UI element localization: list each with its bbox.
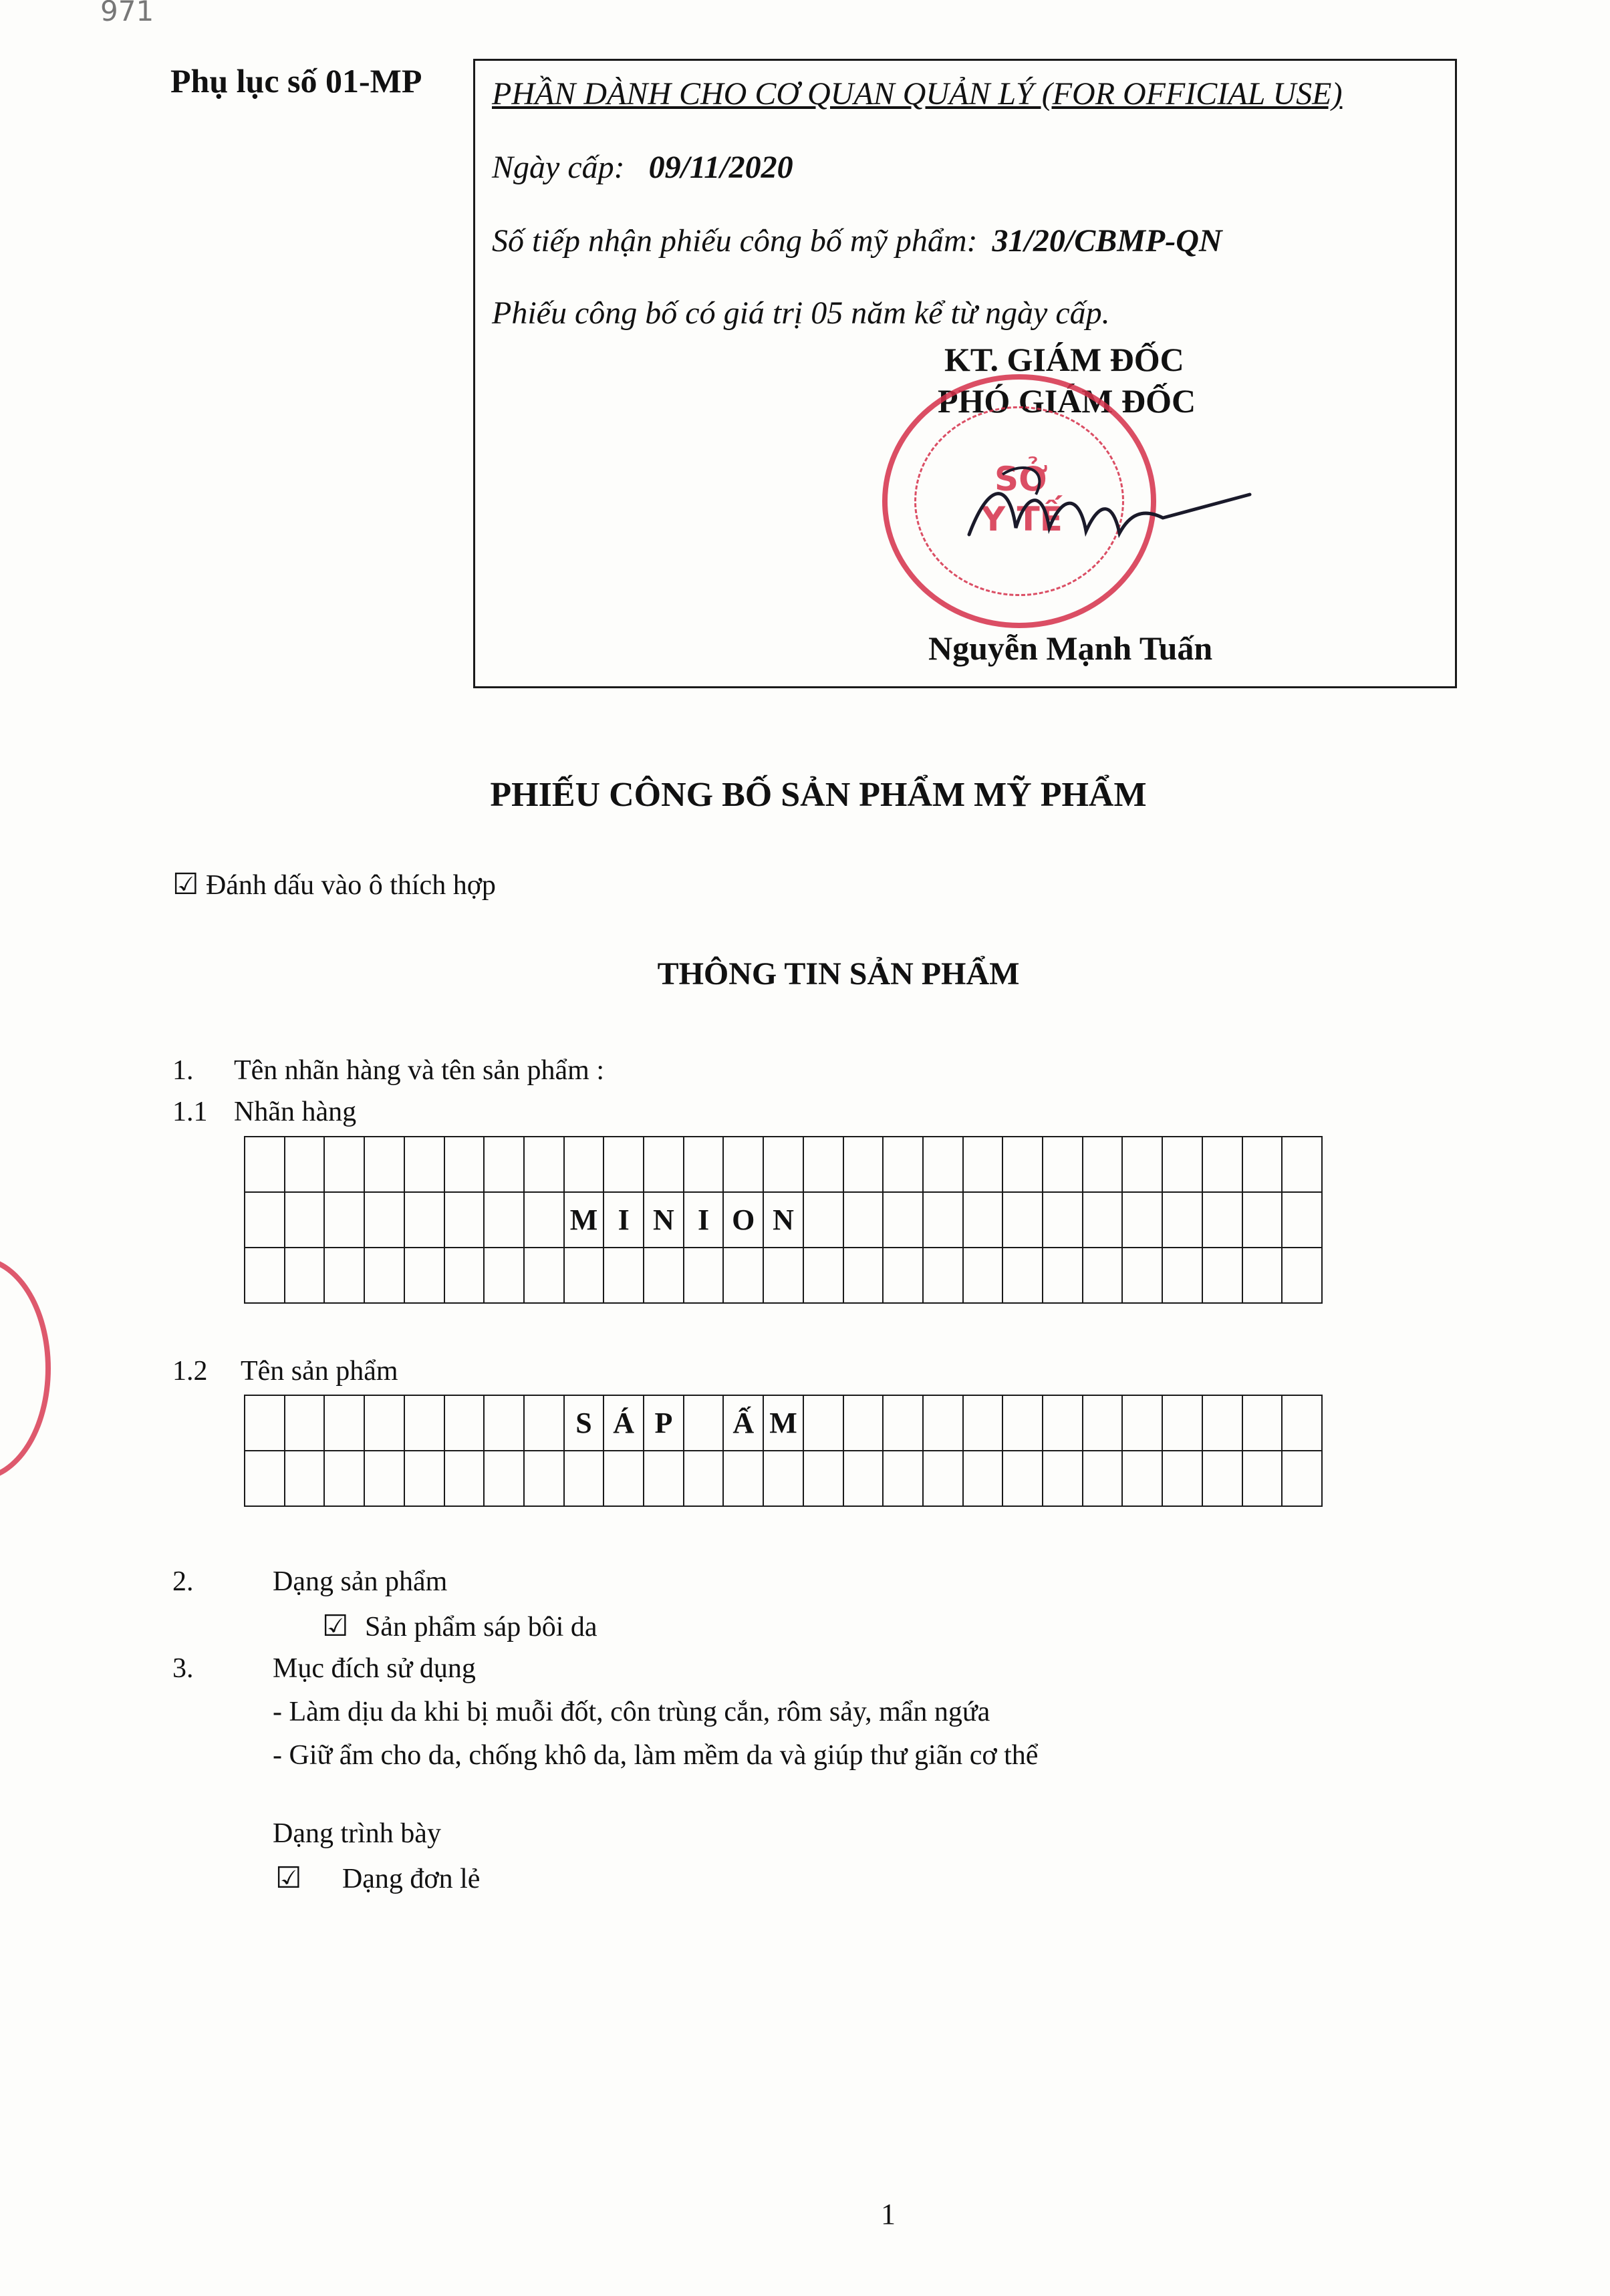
grid-cell: [1242, 1192, 1283, 1248]
grid-cell: [803, 1137, 843, 1192]
item-1-1-label: Nhãn hàng: [234, 1097, 357, 1127]
grid-cell: [763, 1137, 803, 1192]
grid-cell: M: [564, 1192, 604, 1248]
grid-cell: [524, 1395, 564, 1451]
grid-cell: [524, 1137, 564, 1192]
grid-cell: [1282, 1248, 1322, 1303]
grid-cell: [1282, 1395, 1322, 1451]
official-use-header: PHẦN DÀNH CHO CƠ QUAN QUẢN LÝ (FOR OFFICIAL USE): [492, 76, 1343, 112]
seal-text-yte: Y TẾ: [981, 500, 1063, 539]
grid-cell: [883, 1395, 923, 1451]
grid-cell: [1083, 1451, 1123, 1506]
grid-cell: [1162, 1395, 1202, 1451]
grid-cell: [1083, 1192, 1123, 1248]
section-title: THÔNG TIN SẢN PHẨM: [657, 956, 1020, 992]
grid-cell: [404, 1395, 444, 1451]
grid-cell: [923, 1192, 963, 1248]
grid-cell: M: [763, 1395, 803, 1451]
grid-cell: [723, 1248, 763, 1303]
grid-cell: [1122, 1192, 1162, 1248]
seal-text-so: SỞ: [994, 460, 1048, 498]
grid-cell: [843, 1248, 884, 1303]
presentation-label: Dạng trình bày: [273, 1818, 441, 1849]
grid-cell: [1242, 1248, 1283, 1303]
grid-cell: [1162, 1137, 1202, 1192]
grid-cell: [285, 1395, 325, 1451]
grid-cell: [1002, 1192, 1043, 1248]
grid-cell: [763, 1451, 803, 1506]
grid-cell: [963, 1192, 1003, 1248]
grid-cell: [1162, 1248, 1202, 1303]
grid-cell: [1162, 1451, 1202, 1506]
grid-cell: [1122, 1248, 1162, 1303]
item-3-label: Mục đích sử dụng: [273, 1653, 476, 1684]
grid-cell: Á: [603, 1395, 644, 1451]
grid-cell: [245, 1137, 285, 1192]
issue-date-value: 09/11/2020: [648, 150, 793, 185]
grid-row: [245, 1192, 1322, 1248]
grid-cell: [484, 1192, 524, 1248]
grid-cell: [803, 1395, 843, 1451]
grid-cell: [1202, 1451, 1242, 1506]
grid-cell: [1043, 1451, 1083, 1506]
grid-cell: [1122, 1395, 1162, 1451]
grid-cell: N: [644, 1192, 684, 1248]
grid-row: [245, 1248, 1322, 1303]
check-instruction: [172, 867, 496, 901]
item-2-option-text: Sản phẩm sáp bôi da: [364, 1612, 597, 1642]
item-2-label: Dạng sản phẩm: [273, 1566, 448, 1597]
grid-cell: [285, 1192, 325, 1248]
handwritten-signature: [962, 454, 1256, 561]
grid-row: [245, 1395, 1322, 1451]
grid-cell: [245, 1248, 285, 1303]
grid-cell: [1242, 1137, 1283, 1192]
grid-cell: [923, 1451, 963, 1506]
checkbox-checked-icon: ☑: [172, 867, 199, 901]
brand-name-grid: [244, 1136, 1323, 1304]
product-name-grid: [244, 1395, 1323, 1507]
receipt-number-line: [492, 223, 1222, 259]
grid-cell: [1043, 1395, 1083, 1451]
validity-note: Phiếu công bố có giá trị 05 năm kể từ ngày cấp.: [492, 295, 1110, 331]
grid-cell: [843, 1192, 884, 1248]
signer-title-director: KT. GIÁM ĐỐC: [944, 341, 1184, 378]
grid-cell: [1202, 1395, 1242, 1451]
grid-row: [245, 1451, 1322, 1506]
grid-cell: [843, 1395, 884, 1451]
grid-cell: [364, 1248, 404, 1303]
grid-cell: [1202, 1248, 1242, 1303]
grid-cell: [285, 1248, 325, 1303]
grid-cell: I: [684, 1192, 724, 1248]
grid-cell: [1282, 1137, 1322, 1192]
item-3-number: 3.: [172, 1653, 194, 1684]
grid-cell: [364, 1395, 404, 1451]
grid-cell: [564, 1137, 604, 1192]
grid-cell: [1043, 1137, 1083, 1192]
grid-cell: [1083, 1248, 1123, 1303]
grid-cell: [524, 1248, 564, 1303]
grid-cell: [603, 1248, 644, 1303]
grid-cell: [1242, 1451, 1283, 1506]
grid-cell: [963, 1395, 1003, 1451]
receipt-number-label: Số tiếp nhận phiếu công bố mỹ phẩm:: [492, 223, 978, 259]
grid-cell: [644, 1137, 684, 1192]
item-2-option: [322, 1609, 597, 1643]
signer-name: Nguyễn Mạnh Tuấn: [928, 629, 1213, 667]
grid-cell: [883, 1137, 923, 1192]
grid-cell: [1122, 1137, 1162, 1192]
grid-cell: [723, 1137, 763, 1192]
grid-cell: [1242, 1395, 1283, 1451]
grid-cell: [603, 1137, 644, 1192]
item-2-number: 2.: [172, 1566, 194, 1597]
grid-cell: [843, 1451, 884, 1506]
grid-cell: [963, 1248, 1003, 1303]
grid-cell: Ấ: [723, 1395, 763, 1451]
grid-cell: [684, 1137, 724, 1192]
grid-cell: [444, 1451, 485, 1506]
grid-cell: [1122, 1451, 1162, 1506]
grid-cell: [404, 1137, 444, 1192]
issue-date-label: Ngày cấp:: [492, 150, 625, 185]
grid-cell: [1162, 1192, 1202, 1248]
grid-cell: [444, 1395, 485, 1451]
check-instruction-text: Đánh dấu vào ô thích hợp: [205, 870, 496, 901]
grid-cell: [803, 1248, 843, 1303]
grid-cell: [404, 1192, 444, 1248]
grid-cell: [1083, 1137, 1123, 1192]
grid-cell: [843, 1137, 884, 1192]
grid-cell: [444, 1248, 485, 1303]
item-1-number: 1.: [172, 1055, 194, 1086]
grid-cell: [963, 1451, 1003, 1506]
presentation-option-text: Dạng đơn lẻ: [342, 1864, 481, 1894]
grid-cell: [644, 1451, 684, 1506]
grid-cell: [1282, 1192, 1322, 1248]
grid-cell: [324, 1248, 364, 1303]
grid-cell: [1043, 1248, 1083, 1303]
grid-cell: [245, 1395, 285, 1451]
page-number: 1: [881, 2198, 896, 2231]
grid-cell: [524, 1192, 564, 1248]
grid-cell: [444, 1192, 485, 1248]
grid-cell: [923, 1395, 963, 1451]
grid-cell: [803, 1192, 843, 1248]
grid-cell: N: [763, 1192, 803, 1248]
grid-cell: [1002, 1137, 1043, 1192]
grid-cell: [324, 1192, 364, 1248]
grid-cell: [324, 1451, 364, 1506]
grid-cell: [923, 1248, 963, 1303]
grid-cell: [684, 1395, 724, 1451]
grid-cell: P: [644, 1395, 684, 1451]
issue-date-line: [492, 149, 793, 186]
grid-cell: [1002, 1451, 1043, 1506]
grid-cell: [723, 1451, 763, 1506]
grid-cell: [1002, 1395, 1043, 1451]
grid-cell: [564, 1248, 604, 1303]
purpose-line: - Làm dịu da khi bị muỗi đốt, côn trùng cắn, rôm sảy, mẩn ngứa: [273, 1697, 990, 1727]
grid-cell: [603, 1451, 644, 1506]
grid-cell: [763, 1248, 803, 1303]
grid-cell: [364, 1451, 404, 1506]
grid-cell: [684, 1248, 724, 1303]
grid-cell: [484, 1248, 524, 1303]
grid-cell: [883, 1451, 923, 1506]
grid-cell: S: [564, 1395, 604, 1451]
item-1-2-label: Tên sản phẩm: [241, 1356, 398, 1387]
annex-label: Phụ lục số 01-MP: [170, 62, 422, 100]
grid-cell: [1202, 1192, 1242, 1248]
grid-cell: [245, 1192, 285, 1248]
grid-cell: [963, 1137, 1003, 1192]
grid-cell: [883, 1192, 923, 1248]
grid-cell: [1282, 1451, 1322, 1506]
grid-cell: [803, 1451, 843, 1506]
grid-cell: [324, 1137, 364, 1192]
grid-cell: [1043, 1192, 1083, 1248]
grid-cell: [564, 1451, 604, 1506]
edge-red-seal-fragment: [0, 1256, 51, 1481]
grid-cell: [404, 1451, 444, 1506]
grid-cell: [484, 1451, 524, 1506]
receipt-number-value: 31/20/CBMP-QN: [992, 223, 1222, 259]
document-title: PHIẾU CÔNG BỐ SẢN PHẨM MỸ PHẨM: [490, 776, 1147, 814]
grid-cell: [484, 1395, 524, 1451]
grid-cell: [364, 1192, 404, 1248]
grid-cell: [684, 1451, 724, 1506]
grid-cell: [1202, 1137, 1242, 1192]
corner-handwritten-note: 971: [100, 0, 154, 27]
grid-cell: [324, 1395, 364, 1451]
grid-row: [245, 1137, 1322, 1192]
presentation-option: [275, 1861, 480, 1895]
grid-cell: [1083, 1395, 1123, 1451]
item-1-label: Tên nhãn hàng và tên sản phẩm :: [234, 1055, 604, 1086]
grid-cell: [404, 1248, 444, 1303]
grid-cell: [883, 1248, 923, 1303]
signer-title-deputy: PHÓ GIÁM ĐỐC: [938, 382, 1196, 420]
purpose-line: - Giữ ẩm cho da, chống khô da, làm mềm da và giúp thư giãn cơ thể: [273, 1740, 1039, 1771]
grid-cell: [364, 1137, 404, 1192]
grid-cell: [245, 1451, 285, 1506]
checkbox-checked-icon: ☑: [322, 1609, 349, 1643]
grid-cell: [524, 1451, 564, 1506]
grid-cell: [484, 1137, 524, 1192]
item-1-2-number: 1.2: [172, 1356, 208, 1387]
grid-cell: [285, 1137, 325, 1192]
grid-cell: [444, 1137, 485, 1192]
checkbox-checked-icon: ☑: [275, 1861, 302, 1895]
grid-cell: [923, 1137, 963, 1192]
grid-cell: [285, 1451, 325, 1506]
item-1-1-number: 1.1: [172, 1097, 208, 1127]
grid-cell: I: [603, 1192, 644, 1248]
grid-cell: [1002, 1248, 1043, 1303]
grid-cell: [644, 1248, 684, 1303]
grid-cell: O: [723, 1192, 763, 1248]
